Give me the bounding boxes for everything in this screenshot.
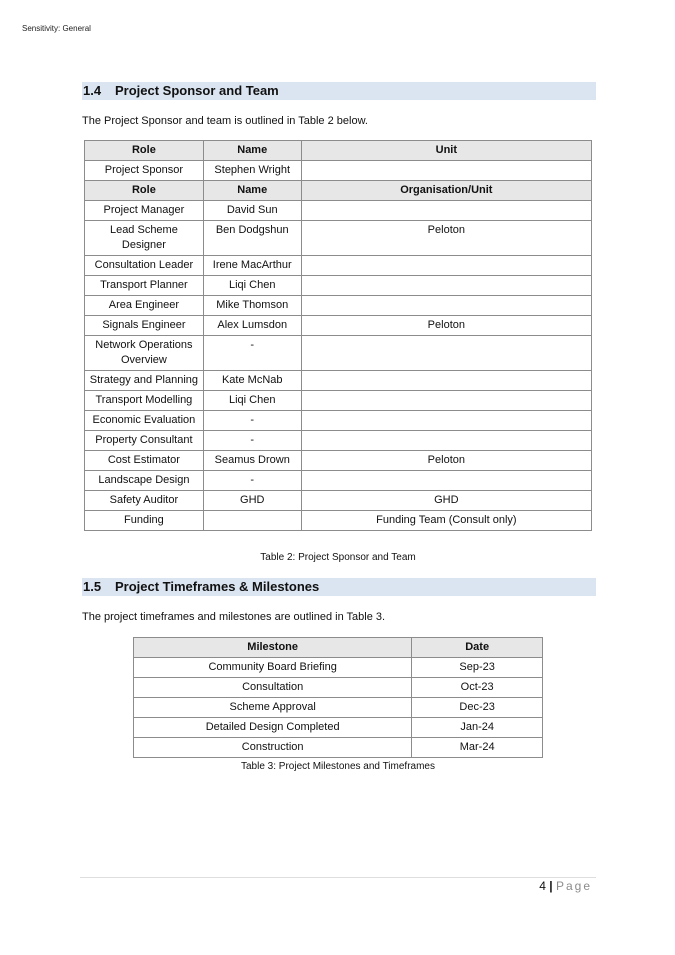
milestones-table <box>133 637 543 758</box>
page-label: Page <box>555 879 592 893</box>
table-row <box>134 678 543 698</box>
role-cell: Project Manager <box>85 201 204 221</box>
name-cell: David Sun <box>203 201 301 221</box>
role-cell: Landscape Design <box>85 471 204 491</box>
section-heading-1-4 <box>82 82 596 100</box>
section-title: Project Sponsor and Team <box>115 83 279 98</box>
role-cell: Economic Evaluation <box>85 411 204 431</box>
name-cell: Liqi Chen <box>203 391 301 411</box>
unit-cell: Peloton <box>301 221 591 256</box>
role-cell: Cost Estimator <box>85 451 204 471</box>
milestone-cell: Community Board Briefing <box>134 658 412 678</box>
role-cell: Safety Auditor <box>85 491 204 511</box>
date-cell: Mar-24 <box>412 738 543 758</box>
role-cell: Property Consultant <box>85 431 204 451</box>
table-row <box>85 431 592 451</box>
name-cell: Mike Thomson <box>203 296 301 316</box>
table-row <box>134 698 543 718</box>
name-cell: Seamus Drown <box>203 451 301 471</box>
role-cell: Lead Scheme Designer <box>85 221 204 256</box>
name-cell <box>203 511 301 531</box>
sponsor-role: Project Sponsor <box>85 161 204 181</box>
section-number: 1.4 <box>83 83 102 98</box>
milestone-cell: Consultation <box>134 678 412 698</box>
unit-cell: Funding Team (Consult only) <box>301 511 591 531</box>
table-row <box>85 276 592 296</box>
sponsor-unit <box>301 161 591 181</box>
role-cell: Transport Modelling <box>85 391 204 411</box>
header-name: Name <box>203 141 301 161</box>
table-subheader-row <box>85 181 592 201</box>
unit-cell <box>301 201 591 221</box>
unit-cell <box>301 411 591 431</box>
date-cell: Jan-24 <box>412 718 543 738</box>
table-row <box>85 221 592 256</box>
name-cell: Alex Lumsdon <box>203 316 301 336</box>
table-row <box>85 391 592 411</box>
sponsor-row <box>85 161 592 181</box>
unit-cell: Peloton <box>301 316 591 336</box>
milestone-cell: Construction <box>134 738 412 758</box>
page-separator: | <box>549 879 553 893</box>
unit-cell <box>301 391 591 411</box>
section-number: 1.5 <box>83 579 102 594</box>
unit-cell <box>301 431 591 451</box>
unit-cell <box>301 296 591 316</box>
unit-cell <box>301 371 591 391</box>
role-cell: Transport Planner <box>85 276 204 296</box>
table-row <box>134 718 543 738</box>
name-cell: Irene MacArthur <box>203 256 301 276</box>
header-unit: Unit <box>301 141 591 161</box>
name-cell: Kate McNab <box>203 371 301 391</box>
date-cell: Sep-23 <box>412 658 543 678</box>
subheader-role: Role <box>85 181 204 201</box>
unit-cell <box>301 471 591 491</box>
role-cell: Signals Engineer <box>85 316 204 336</box>
role-cell: Network Operations Overview <box>85 336 204 371</box>
name-cell: - <box>203 471 301 491</box>
table-row <box>85 471 592 491</box>
header-date: Date <box>412 638 543 658</box>
table-row <box>134 658 543 678</box>
milestone-cell: Detailed Design Completed <box>134 718 412 738</box>
unit-cell <box>301 336 591 371</box>
section-heading-1-5 <box>82 578 596 596</box>
page-number: 4 <box>539 879 546 893</box>
sponsor-name: Stephen Wright <box>203 161 301 181</box>
role-cell: Strategy and Planning <box>85 371 204 391</box>
table-2-caption: Table 2: Project Sponsor and Team <box>260 552 416 563</box>
table-3-caption: Table 3: Project Milestones and Timeframes <box>241 761 435 772</box>
section-intro: The Project Sponsor and team is outlined in Table 2 below. <box>82 115 368 127</box>
table-row <box>85 511 592 531</box>
section-intro: The project timeframes and milestones are outlined in Table 3. <box>82 611 386 623</box>
table-row <box>85 451 592 471</box>
footer-divider <box>80 877 596 878</box>
table-row <box>85 371 592 391</box>
name-cell: - <box>203 411 301 431</box>
subheader-unit: Organisation/Unit <box>301 181 591 201</box>
page-footer <box>539 879 592 893</box>
name-cell: GHD <box>203 491 301 511</box>
table-row <box>85 296 592 316</box>
table-row <box>85 336 592 371</box>
role-cell: Funding <box>85 511 204 531</box>
table-row <box>85 201 592 221</box>
name-cell: - <box>203 336 301 371</box>
header-milestone: Milestone <box>134 638 412 658</box>
milestone-cell: Scheme Approval <box>134 698 412 718</box>
header-role: Role <box>85 141 204 161</box>
table-row <box>85 411 592 431</box>
unit-cell <box>301 276 591 296</box>
table-row <box>85 491 592 511</box>
role-cell: Consultation Leader <box>85 256 204 276</box>
name-cell: Ben Dodgshun <box>203 221 301 256</box>
role-cell: Area Engineer <box>85 296 204 316</box>
unit-cell <box>301 256 591 276</box>
subheader-name: Name <box>203 181 301 201</box>
table-header-row <box>85 141 592 161</box>
sensitivity-label: Sensitivity: General <box>22 24 91 33</box>
unit-cell: GHD <box>301 491 591 511</box>
date-cell: Oct-23 <box>412 678 543 698</box>
sponsor-team-table <box>84 140 592 531</box>
name-cell: - <box>203 431 301 451</box>
unit-cell: Peloton <box>301 451 591 471</box>
name-cell: Liqi Chen <box>203 276 301 296</box>
table-row <box>85 316 592 336</box>
date-cell: Dec-23 <box>412 698 543 718</box>
table-header-row <box>134 638 543 658</box>
section-title: Project Timeframes & Milestones <box>115 579 320 594</box>
table-row <box>134 738 543 758</box>
table-row <box>85 256 592 276</box>
